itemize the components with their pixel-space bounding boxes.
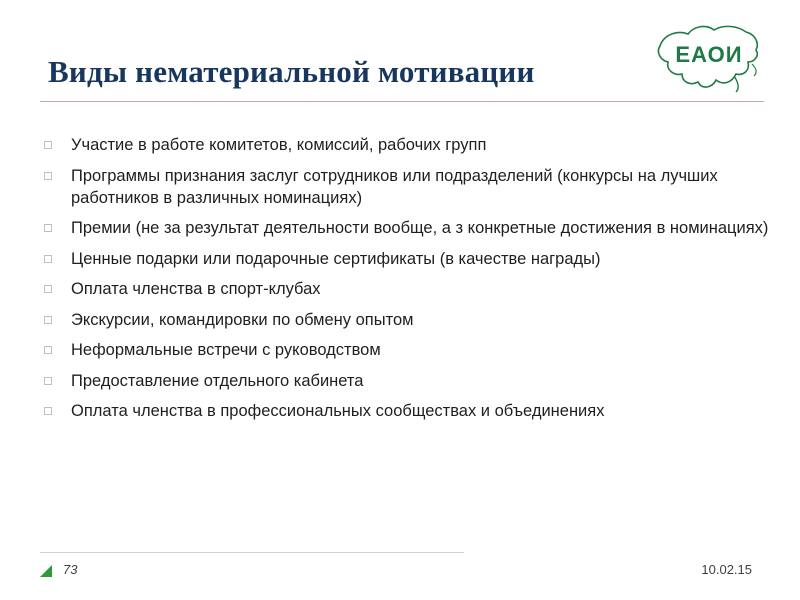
footer-divider: [40, 552, 464, 553]
square-bullet-icon: [44, 285, 52, 293]
green-arrow-icon: [40, 565, 52, 577]
list-item-text: Программы признания заслуг сотрудников или подразделений (конкурсы на лучших работников в различных номинациях): [71, 166, 718, 207]
list-item-text: Экскурсии, командировки по обмену опытом: [71, 310, 414, 329]
list-item: [44, 278, 774, 300]
logo-text: ЕАОИ: [675, 42, 743, 67]
list-item-text: Участие в работе комитетов, комиссий, рабочих групп: [71, 136, 487, 154]
list-item-text: Премии (не за результат деятельности вообще, а з конкретные достижения в номинациях): [71, 219, 769, 237]
list-item: [44, 400, 774, 422]
list-item-text: Оплата членства в профессиональных сообществах и объединениях: [71, 402, 605, 420]
square-bullet-icon: [44, 407, 52, 415]
list-item: [44, 217, 774, 239]
square-bullet-icon: [44, 316, 52, 324]
list-item-text: Оплата членства в спорт-клубах: [71, 280, 321, 298]
title-divider: [40, 101, 764, 102]
square-bullet-icon: [44, 346, 52, 354]
eaoi-logo: [654, 16, 764, 96]
list-item: [44, 309, 774, 331]
list-item-text: Предоставление отдельного кабинета: [71, 371, 364, 390]
square-bullet-icon: [44, 377, 52, 385]
list-item: [44, 134, 774, 156]
slide-date: 10.02.15: [701, 562, 752, 577]
list-item: [44, 165, 774, 209]
list-item: [44, 339, 774, 361]
slide-title: Виды нематериальной мотивации: [48, 54, 535, 89]
bullet-list: [44, 134, 774, 431]
list-item: [44, 248, 774, 270]
page-number: 73: [63, 562, 78, 577]
square-bullet-icon: [44, 255, 52, 263]
list-item-text: Неформальные встречи с руководством: [71, 341, 381, 359]
square-bullet-icon: [44, 224, 52, 232]
list-item-text: Ценные подарки или подарочные сертификаты (в качестве награды): [71, 249, 601, 268]
list-item: [44, 370, 774, 392]
square-bullet-icon: [44, 172, 52, 180]
square-bullet-icon: [44, 141, 52, 149]
